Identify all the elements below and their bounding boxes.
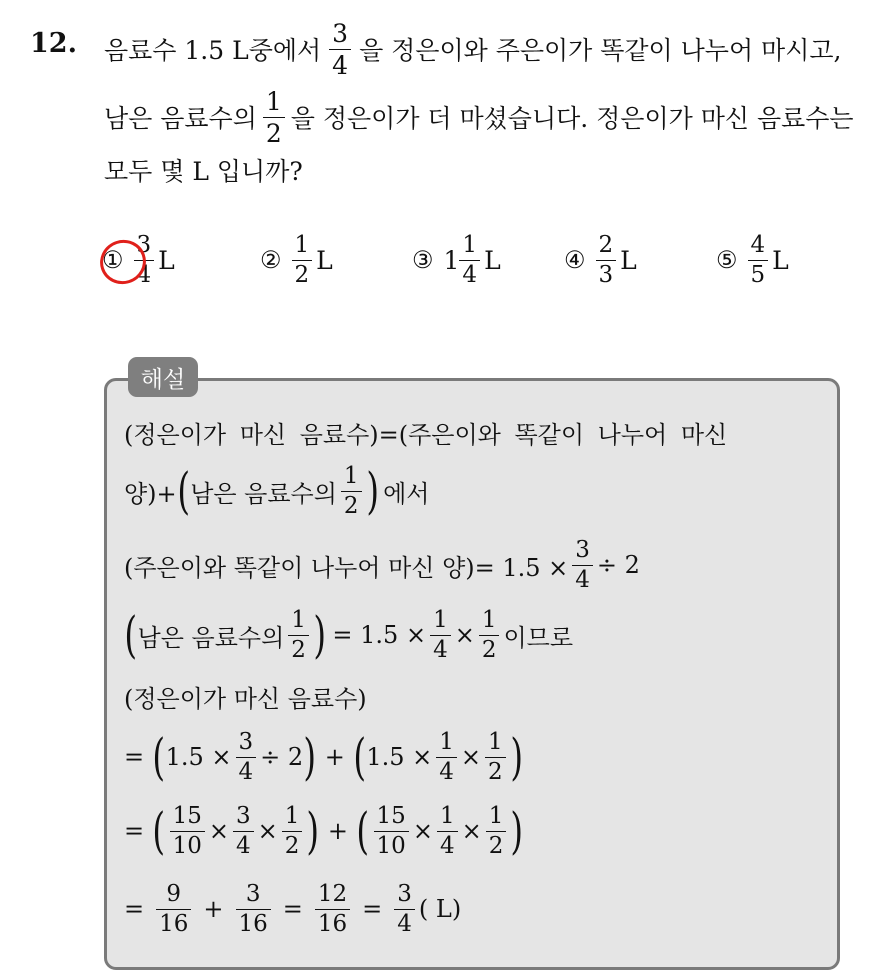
denominator: 2 [341,491,362,518]
choice-3[interactable] [412,228,501,292]
numerator: 3 [245,880,261,907]
times-sign: × [257,817,278,845]
fraction [430,606,451,663]
numerator: 3 [575,536,590,563]
question-text: 남은 음료수의 [104,104,257,133]
fraction [572,536,593,593]
question-line-1 [104,14,841,84]
left-paren: ( [356,802,370,860]
denominator: 5 [748,260,769,287]
unit: L [316,245,333,275]
denominator: 4 [430,635,451,662]
solution-text: 남은 음료수의 [137,623,285,652]
numerator: 15 [172,802,202,829]
numerator: 1 [294,231,310,258]
equals-sign: = [124,743,145,771]
fraction [288,606,309,663]
denominator: 2 [263,117,285,146]
fraction [263,86,285,148]
choice-number: ① [102,246,124,274]
question-number: 12. [30,28,77,59]
fraction [486,802,507,859]
equals-sign: = [124,817,145,845]
solution-line-4 [124,600,573,670]
times-sign: × [412,817,433,845]
plus-sign: + [327,817,349,845]
choice-4[interactable] [564,228,637,292]
plus-sign: + [324,743,345,771]
solution-text: 에서 [383,479,430,508]
times-sign: × [461,817,482,845]
fraction [596,231,617,288]
denominator: 2 [479,635,500,662]
fraction [436,728,457,785]
times-sign: × [208,817,230,845]
solution-text: (주은이와 똑같이 나누어 마신 양)= 1.5 × [124,553,569,582]
denominator: 4 [394,909,415,936]
solution-text: × [460,743,481,771]
question-text: 을 정은이가 더 마셨습니다. 정은이가 마신 음료수는 [290,104,854,133]
denominator: 4 [572,565,593,592]
equals-sign: = [124,895,145,923]
fraction [374,802,409,859]
numerator: 3 [238,728,254,755]
numerator: 1 [343,462,359,489]
numerator: 1 [487,728,503,755]
right-paren: ) [510,728,523,786]
solution-text: × [454,621,475,649]
denominator: 4 [233,831,254,858]
denominator: 4 [459,260,480,287]
solution-text: 1.5 × [165,743,232,771]
numerator: 12 [317,880,348,907]
numerator: 4 [750,231,766,258]
denominator: 4 [329,49,351,78]
solution-text: 남은 음료수의 [190,479,337,508]
numerator: 3 [236,802,251,829]
fraction [479,606,500,663]
denominator: 2 [282,831,303,858]
fraction [292,231,313,288]
fraction [437,802,458,859]
right-paren: ) [303,728,317,786]
denominator: 4 [134,260,155,287]
choice-5[interactable] [716,228,789,292]
question-line-3 [104,150,303,190]
fraction [282,802,303,859]
right-paren: ) [313,606,326,664]
numerator: 1 [439,802,455,829]
choice-2[interactable] [260,228,333,292]
numerator: 15 [376,802,406,829]
right-paren: ) [365,462,379,520]
solution-tag: 해설 [128,357,198,397]
fraction [236,728,257,785]
numerator: 1 [265,86,282,116]
denominator: 4 [436,757,457,784]
numerator: 3 [136,231,152,258]
equals-sign: = [282,895,303,923]
solution-line-6 [124,722,523,792]
fraction [156,880,191,937]
unit: L [620,245,637,275]
denominator: 4 [236,757,257,784]
left-paren: ( [353,728,366,786]
solution-text: (정은이가 마신 음료수) [124,684,367,713]
numerator: 3 [332,18,349,48]
denominator: 10 [170,831,205,858]
denominator: 3 [596,260,617,287]
fraction [748,231,769,288]
solution-line-1 [124,412,727,452]
numerator: 2 [598,231,614,258]
answer-choices [102,228,842,292]
left-paren: ( [152,802,166,860]
denominator: 2 [486,831,507,858]
fraction [233,802,254,859]
numerator: 1 [488,802,504,829]
numerator: 1 [433,606,448,633]
solution-line-7 [124,796,524,866]
solution-line-8 [124,874,461,944]
equals-sign: = [362,895,383,923]
right-paren: ) [510,802,524,860]
plus-sign: + [203,895,224,923]
fraction [315,880,350,937]
solution-text: 양)+ [124,479,177,508]
numerator: 9 [166,880,182,907]
left-paren: ( [152,728,166,786]
question-text: 음료수 1.5 L중에서 [104,36,322,65]
numerator: 1 [439,728,454,755]
denominator: 16 [236,909,271,936]
numerator: 1 [462,231,478,258]
whole-number: 1 [443,245,460,275]
question-text: 모두 몇 L 입니까? [104,157,303,186]
choice-1[interactable] [102,228,175,292]
solution-text: = 1.5 × [332,621,427,649]
right-paren: ) [306,802,320,860]
numerator: 1 [284,802,300,829]
choice-number: ④ [564,246,586,274]
denominator: 2 [485,757,506,784]
solution-line-2 [124,456,429,526]
solution-text: (정은이가 마신 음료수)=(주은이와 똑같이 나누어 마신 [124,420,728,449]
denominator: 2 [292,260,313,287]
unit: L [484,245,501,275]
numerator: 1 [291,606,306,633]
solution-line-3 [124,530,640,600]
fraction [485,728,506,785]
solution-text: ÷ 2 [260,743,304,771]
fraction [329,18,351,80]
denominator: 4 [437,831,458,858]
unit: L [158,245,175,275]
denominator: 10 [374,831,409,858]
fraction [394,880,415,937]
fraction [170,802,205,859]
question-text: 을 정은이와 주은이가 똑같이 나누어 마시고, [359,36,842,65]
numerator: 3 [397,880,412,907]
denominator: 16 [315,909,350,936]
solution-line-5 [124,676,367,716]
question-line-2 [104,82,854,152]
denominator: 16 [156,909,191,936]
unit: ( L) [418,895,462,923]
choice-number: ② [260,246,282,274]
left-paren: ( [177,462,190,520]
solution-text: 1.5 × [366,743,433,771]
fraction [459,231,480,288]
fraction [236,880,271,937]
left-paren: ( [124,606,138,664]
solution-text: 이므로 [503,623,574,652]
fraction [341,462,362,519]
denominator: 2 [288,635,309,662]
solution-text: ÷ 2 [596,551,640,579]
unit: L [772,245,789,275]
numerator: 1 [481,606,497,633]
choice-number: ⑤ [716,246,738,274]
choice-number: ③ [412,246,434,274]
